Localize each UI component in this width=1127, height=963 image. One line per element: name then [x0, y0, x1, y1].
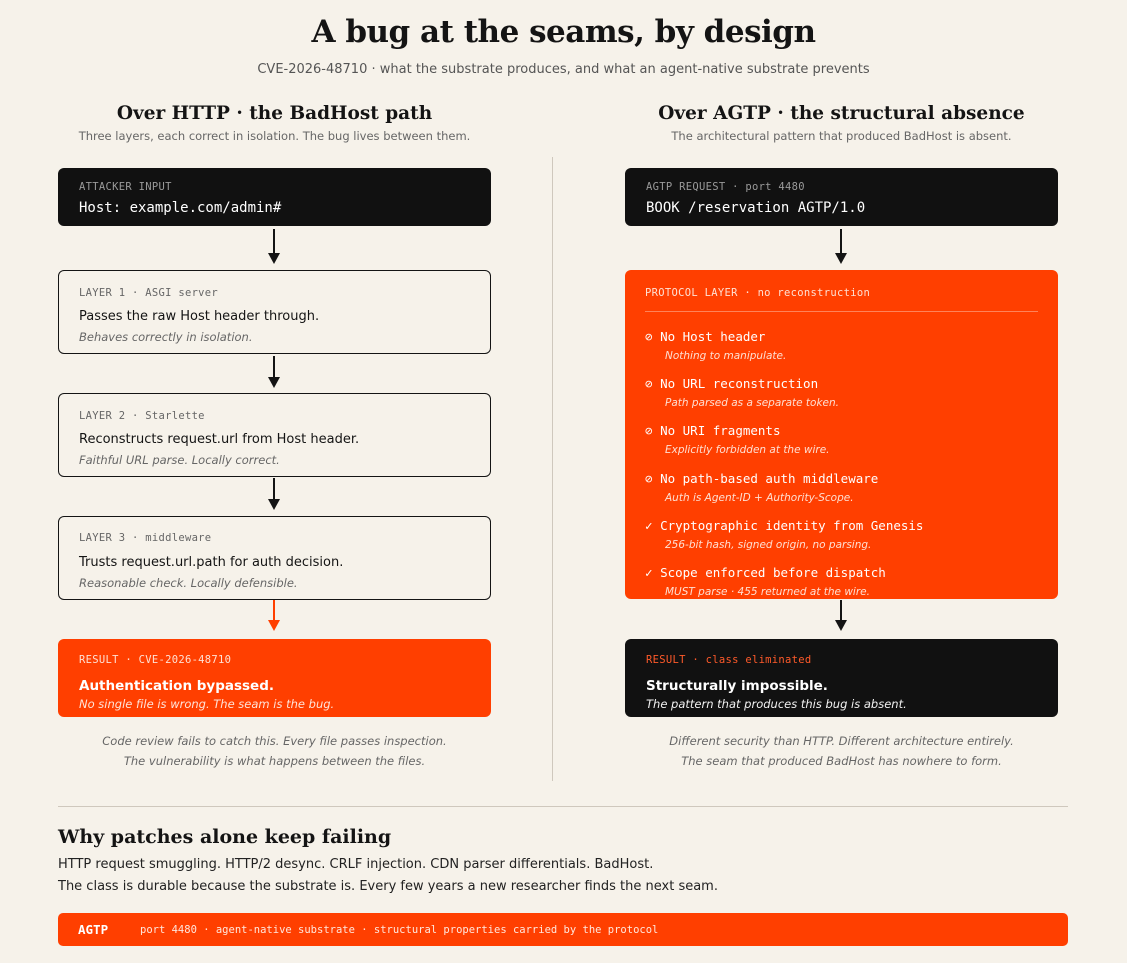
left-caption: [58, 731, 491, 771]
page-subtitle: CVE-2026-48710 · what the substrate produces, and what an agent-native substrate prevents: [257, 62, 870, 77]
section-divider: [58, 806, 1068, 807]
protocol-item-desc: Nothing to manipulate.: [665, 350, 787, 362]
attacker-input-box: [58, 168, 491, 226]
protocol-item-title: Scope enforced before dispatch: [660, 565, 886, 580]
blocked-icon: ⊘: [645, 423, 653, 438]
protocol-item-title: Cryptographic identity from Genesis: [660, 518, 924, 533]
layer-1-box: [58, 270, 491, 354]
protocol-item-title: No path-based auth middleware: [660, 471, 879, 486]
layer-1-note: Behaves correctly in isolation.: [79, 330, 253, 344]
protocol-item-desc: Explicitly forbidden at the wire.: [665, 444, 830, 456]
protocol-item-desc: Auth is Agent-ID + Authority-Scope.: [665, 492, 854, 504]
protocol-item: [645, 376, 839, 409]
left-heading: Over HTTP · the BadHost path: [116, 103, 433, 124]
flow-arrow: [840, 229, 842, 265]
result-bypass-text: Authentication bypassed.: [79, 678, 275, 694]
protocol-item: [645, 518, 923, 551]
attacker-input-label: ATTACKER INPUT: [79, 181, 172, 193]
flow-arrow: [840, 600, 842, 634]
layer-3-note: Reasonable check. Locally defensible.: [79, 576, 298, 590]
flow-arrow: [273, 356, 275, 390]
left-caption-line: The vulnerability is what happens between the files.: [123, 754, 426, 768]
result-eliminated-text: Structurally impossible.: [646, 678, 828, 694]
protocol-item-desc: 256-bit hash, signed origin, no parsing.: [665, 539, 872, 551]
why-line: The class is durable because the substrate is. Every few years a new researcher finds the next seam.: [58, 879, 718, 894]
protocol-layer-label: PROTOCOL LAYER · no reconstruction: [645, 287, 871, 299]
result-eliminated-label: RESULT · class eliminated: [646, 654, 812, 666]
footer-text: port 4480 · agent-native substrate · structural properties carried by the protocol: [140, 924, 659, 936]
right-caption: [625, 731, 1058, 771]
layer-2-text: Reconstructs request.url from Host header.: [79, 432, 360, 447]
protocol-item-title: No Host header: [660, 329, 766, 344]
layer-2-box: [58, 393, 491, 477]
protocol-item-desc: Path parsed as a separate token.: [665, 397, 840, 409]
protocol-item-desc: MUST parse · 455 returned at the wire.: [665, 586, 870, 598]
attacker-input-code: Host: example.com/admin#: [79, 200, 282, 216]
agtp-request-code: BOOK /reservation AGTP/1.0: [646, 200, 866, 216]
result-eliminated-note: The pattern that produces this bug is absent.: [646, 697, 907, 711]
page-title: A bug at the seams, by design: [311, 14, 816, 50]
result-bypass-box: [58, 639, 491, 717]
agtp-request-box: [625, 168, 1058, 226]
layer-3-label: LAYER 3 · middleware: [79, 532, 212, 544]
check-icon: ✓: [645, 518, 653, 533]
layer-1-label: LAYER 1 · ASGI server: [79, 287, 219, 299]
blocked-icon: ⊘: [645, 471, 653, 486]
why-heading: Why patches alone keep failing: [58, 826, 392, 848]
left-column: [58, 0, 491, 963]
protocol-layer-box: [625, 270, 1058, 599]
protocol-item: [645, 329, 786, 362]
right-column: [625, 0, 1058, 963]
layer-3-text: Trusts request.url.path for auth decision.: [79, 555, 344, 570]
flow-arrow-red: [273, 600, 275, 634]
footer-banner: [58, 913, 1068, 946]
protocol-item: [645, 471, 878, 504]
flow-arrow: [273, 478, 275, 512]
why-line: HTTP request smuggling. HTTP/2 desync. CRLF injection. CDN parser differentials. BadHost.: [58, 857, 654, 872]
right-heading: Over AGTP · the structural absence: [658, 103, 1025, 124]
left-caption-line: Code review fails to catch this. Every file passes inspection.: [102, 734, 447, 748]
right-caption-line: The seam that produced BadHost has nowhere to form.: [681, 754, 1002, 768]
result-bypass-label: RESULT · CVE-2026-48710: [79, 654, 232, 666]
result-eliminated-box: [625, 639, 1058, 717]
protocol-item: [645, 423, 830, 456]
left-subheading: Three layers, each correct in isolation. The bug lives between them.: [78, 129, 471, 143]
layer-2-label: LAYER 2 · Starlette: [79, 410, 205, 422]
layer-3-box: [58, 516, 491, 600]
right-caption-line: Different security than HTTP. Different architecture entirely.: [669, 734, 1014, 748]
right-subheading: The architectural pattern that produced BadHost is absent.: [671, 129, 1012, 143]
footer-brand: AGTP: [78, 922, 109, 937]
blocked-icon: ⊘: [645, 376, 653, 391]
result-bypass-note: No single file is wrong. The seam is the bug.: [79, 697, 335, 711]
protocol-item-title: No URI fragments: [660, 423, 781, 438]
layer-2-note: Faithful URL parse. Locally correct.: [79, 453, 280, 467]
layer-1-text: Passes the raw Host header through.: [79, 309, 320, 324]
agtp-request-label: AGTP REQUEST · port 4480: [646, 181, 805, 193]
check-icon: ✓: [645, 565, 653, 580]
protocol-layer-divider: [645, 311, 1038, 312]
protocol-item-title: No URL reconstruction: [660, 376, 819, 391]
column-divider: [552, 157, 553, 781]
blocked-icon: ⊘: [645, 329, 653, 344]
flow-arrow: [273, 229, 275, 265]
protocol-item: [645, 565, 886, 598]
